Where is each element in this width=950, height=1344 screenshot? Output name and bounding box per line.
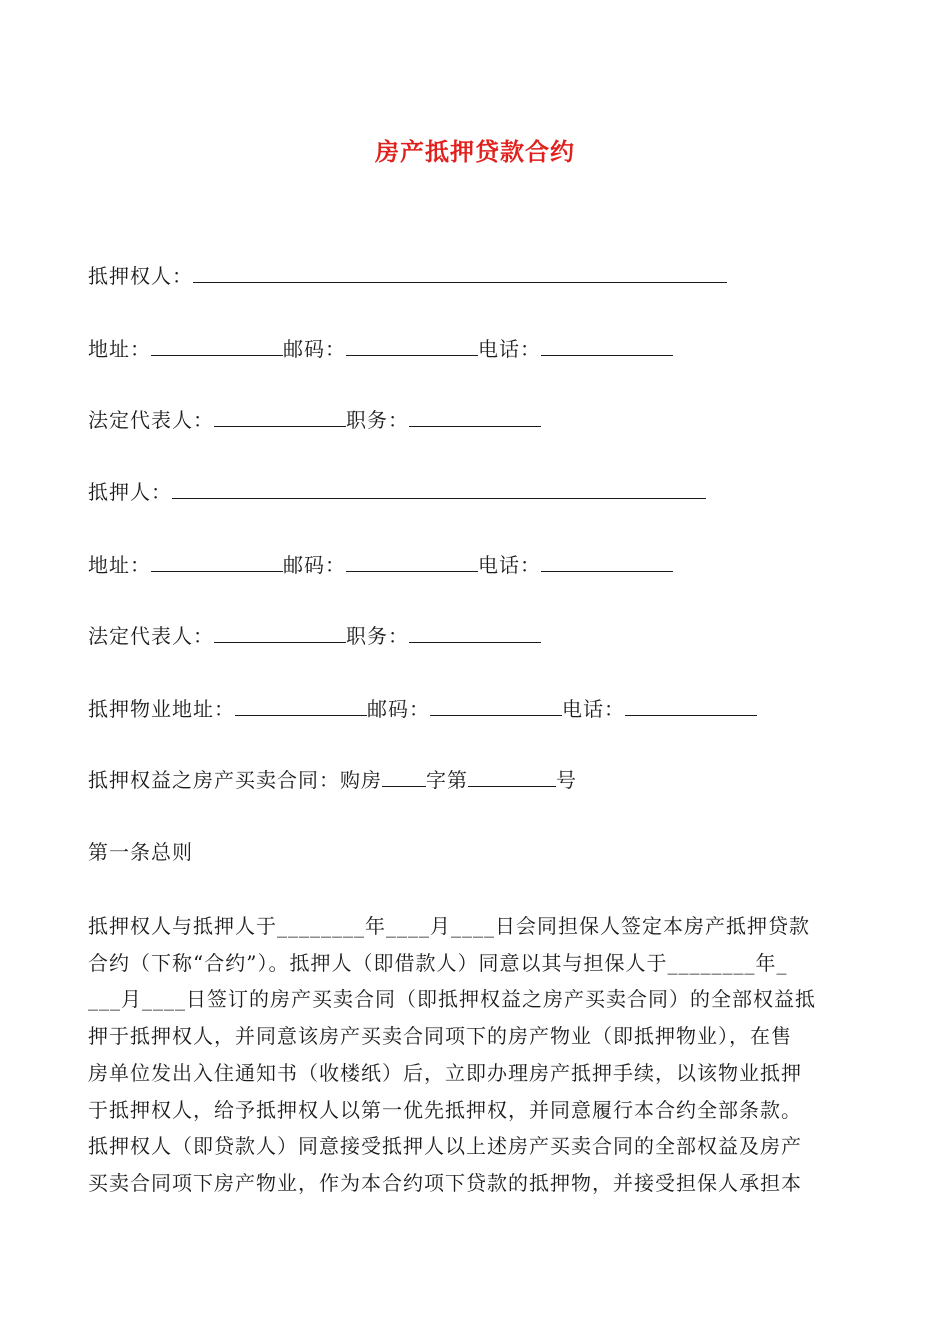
postcode-blank (346, 553, 478, 572)
mortgagor-label: 抵押人： (88, 480, 172, 504)
legal-rep-label: 法定代表人： (88, 624, 214, 648)
section-body (88, 908, 863, 1202)
body-line: 房单位发出入住通知书（收楼纸）后，立即办理房产抵押手续，以该物业抵押 (88, 1060, 802, 1085)
document-title: 房产抵押贷款合约 (375, 138, 575, 166)
position-label: 职务： (346, 408, 409, 432)
postcode-label: 邮码： (367, 697, 430, 721)
phone-blank (541, 337, 673, 356)
postcode-label: 邮码： (283, 337, 346, 361)
contract-row (88, 766, 577, 794)
mortgagor-legal-rep-row (88, 622, 541, 650)
contract-number-blank (468, 768, 556, 787)
body-line: 于抵押权人，给予抵押权人以第一优先抵押权，并同意履行本合约全部条款。 (88, 1097, 802, 1122)
body-line: 合约（下称“合约”）。抵押人（即借款人）同意以其与担保人于________年_ (88, 950, 788, 975)
position-blank (409, 624, 541, 643)
body-line: 买卖合同项下房产物业，作为本合约项下贷款的抵押物，并接受担保人承担本 (88, 1170, 802, 1195)
legal-rep-blank (214, 408, 346, 427)
phone-blank (625, 697, 757, 716)
legal-rep-label: 法定代表人： (88, 408, 214, 432)
body-line: 抵押权人与抵押人于________年____月____日会同担保人签定本房产抵押贷款 (88, 914, 810, 938)
mortgagee-address-row (88, 335, 673, 363)
contract-end: 号 (556, 768, 577, 792)
postcode-blank (430, 697, 562, 716)
phone-blank (541, 553, 673, 572)
position-label: 职务： (346, 624, 409, 648)
address-label: 地址： (88, 553, 151, 577)
body-line: 押于抵押权人，并同意该房产买卖合同项下的房产物业（即抵押物业），在售 (88, 1024, 792, 1049)
phone-label: 电话： (478, 553, 541, 577)
phone-label: 电话： (478, 337, 541, 361)
position-blank (409, 408, 541, 427)
mortgagee-legal-rep-row (88, 406, 541, 434)
property-address-label: 抵押物业地址： (88, 697, 235, 721)
property-address-blank (235, 697, 367, 716)
legal-rep-blank (214, 624, 346, 643)
address-label: 地址： (88, 337, 151, 361)
mortgagee-row (88, 262, 727, 290)
postcode-blank (346, 337, 478, 356)
address-blank (151, 553, 283, 572)
section-heading: 第一条总则 (88, 840, 193, 864)
mortgagee-label: 抵押权人： (88, 264, 193, 288)
address-blank (151, 337, 283, 356)
body-line: ___月____日签订的房产买卖合同（即抵押权益之房产买卖合同）的全部权益抵 (88, 987, 816, 1012)
contract-label: 抵押权益之房产买卖合同：购房 (88, 768, 382, 792)
property-address-row (88, 695, 757, 723)
mortgagor-row (88, 478, 706, 506)
contract-mid: 字第 (426, 768, 468, 792)
mortgagee-blank (193, 264, 727, 283)
phone-label: 电话： (562, 697, 625, 721)
body-line: 抵押权人（即贷款人）同意接受抵押人以上述房产买卖合同的全部权益及房产 (88, 1134, 802, 1159)
postcode-label: 邮码： (283, 553, 346, 577)
mortgagor-address-row (88, 551, 673, 579)
mortgagor-blank (172, 480, 706, 499)
contract-prefix-blank (382, 768, 426, 787)
